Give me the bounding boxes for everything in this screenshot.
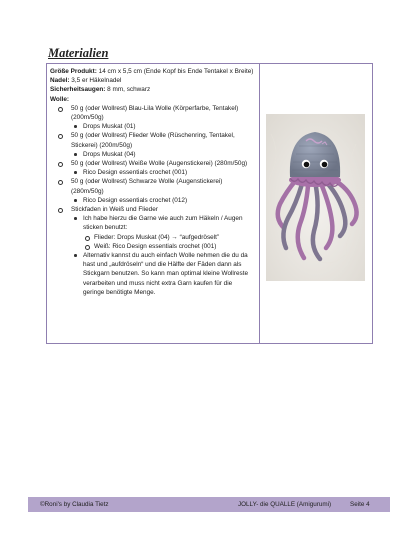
- needle-value: 3,5 er Häkelnadel: [69, 77, 122, 85]
- list-item: [50, 177, 255, 205]
- stick-item-text: Stickfaden in Weiß und Flieder: [71, 206, 158, 214]
- list-item: [50, 159, 255, 177]
- list-item: Flieder: Drops Muskat (04) → “aufgedröselt”: [83, 233, 255, 242]
- list-item: Rico Design essentials crochet (012): [71, 196, 255, 205]
- list-item: Alternativ kannst du auch einfach Wolle nehmen die du da hast und „aufdröseln“ und die Hälfte der Fäden dann als Stickgarn benutzen. So kann man optimal kleine Wollreste verarbeiten und muss nicht extra Garn kaufen für die geringe benötigte Menge.: [71, 251, 255, 297]
- wool-list: [50, 104, 255, 297]
- stick-note: Ich habe hierzu die Garne wie auch zum Häkeln / Augen sticken benutzt:: [83, 215, 243, 232]
- list-item: [50, 131, 255, 159]
- wool-item-text: 50 g (oder Wollrest) Blau-Lila Wolle (Körperfarbe, Tentakel) (200m/50g): [71, 104, 239, 122]
- needle-size: [50, 76, 255, 85]
- section-heading: Materialien: [48, 46, 109, 60]
- product-size-value: 14 cm x 5,5 cm (Ende Kopf bis Ende Tentakel x Breite): [96, 68, 254, 75]
- wool-item-text: 50 g (oder Wollrest) Flieder Wolle (Rüschenring, Tentakel, Stickerei) (200m/50g): [71, 132, 235, 149]
- list-item: [50, 104, 255, 132]
- eyes-value: 8 mm, schwarz: [105, 86, 151, 94]
- list-item: Weiß: Rico Design essentials crochet (001): [83, 242, 255, 251]
- list-item: [71, 214, 255, 251]
- needle-label: Nadel:: [50, 77, 70, 85]
- jellyfish-photo: [266, 114, 365, 281]
- list-item: Drops Muskat (04): [71, 150, 255, 159]
- footer-author: ©Roni's by Claudia Tietz: [40, 501, 109, 508]
- list-item: Drops Muskat (01): [71, 122, 255, 131]
- page-footer: [28, 497, 390, 512]
- product-size: [50, 67, 255, 76]
- eyes-label: Sicherheitsaugen:: [50, 86, 106, 94]
- wool-item-text: 50 g (oder Wollrest) Schwarze Wolle (Augenstickerei) (280m/50g): [71, 178, 223, 195]
- product-size-label: Größe Produkt:: [50, 68, 97, 75]
- wool-item-text: 50 g (oder Wollrest) Weiße Wolle (Augenstickerei) (280m/50g): [71, 160, 248, 168]
- safety-eyes: [50, 85, 255, 94]
- footer-page-number: Seite 4: [350, 501, 370, 508]
- list-item: Rico Design essentials crochet (001): [71, 168, 255, 177]
- wool-label: Wolle:: [50, 95, 70, 103]
- materials-cell: [47, 64, 260, 343]
- footer-title: JOLLY- die QUALLE (Amigurumi): [238, 501, 332, 508]
- list-item: [50, 205, 255, 297]
